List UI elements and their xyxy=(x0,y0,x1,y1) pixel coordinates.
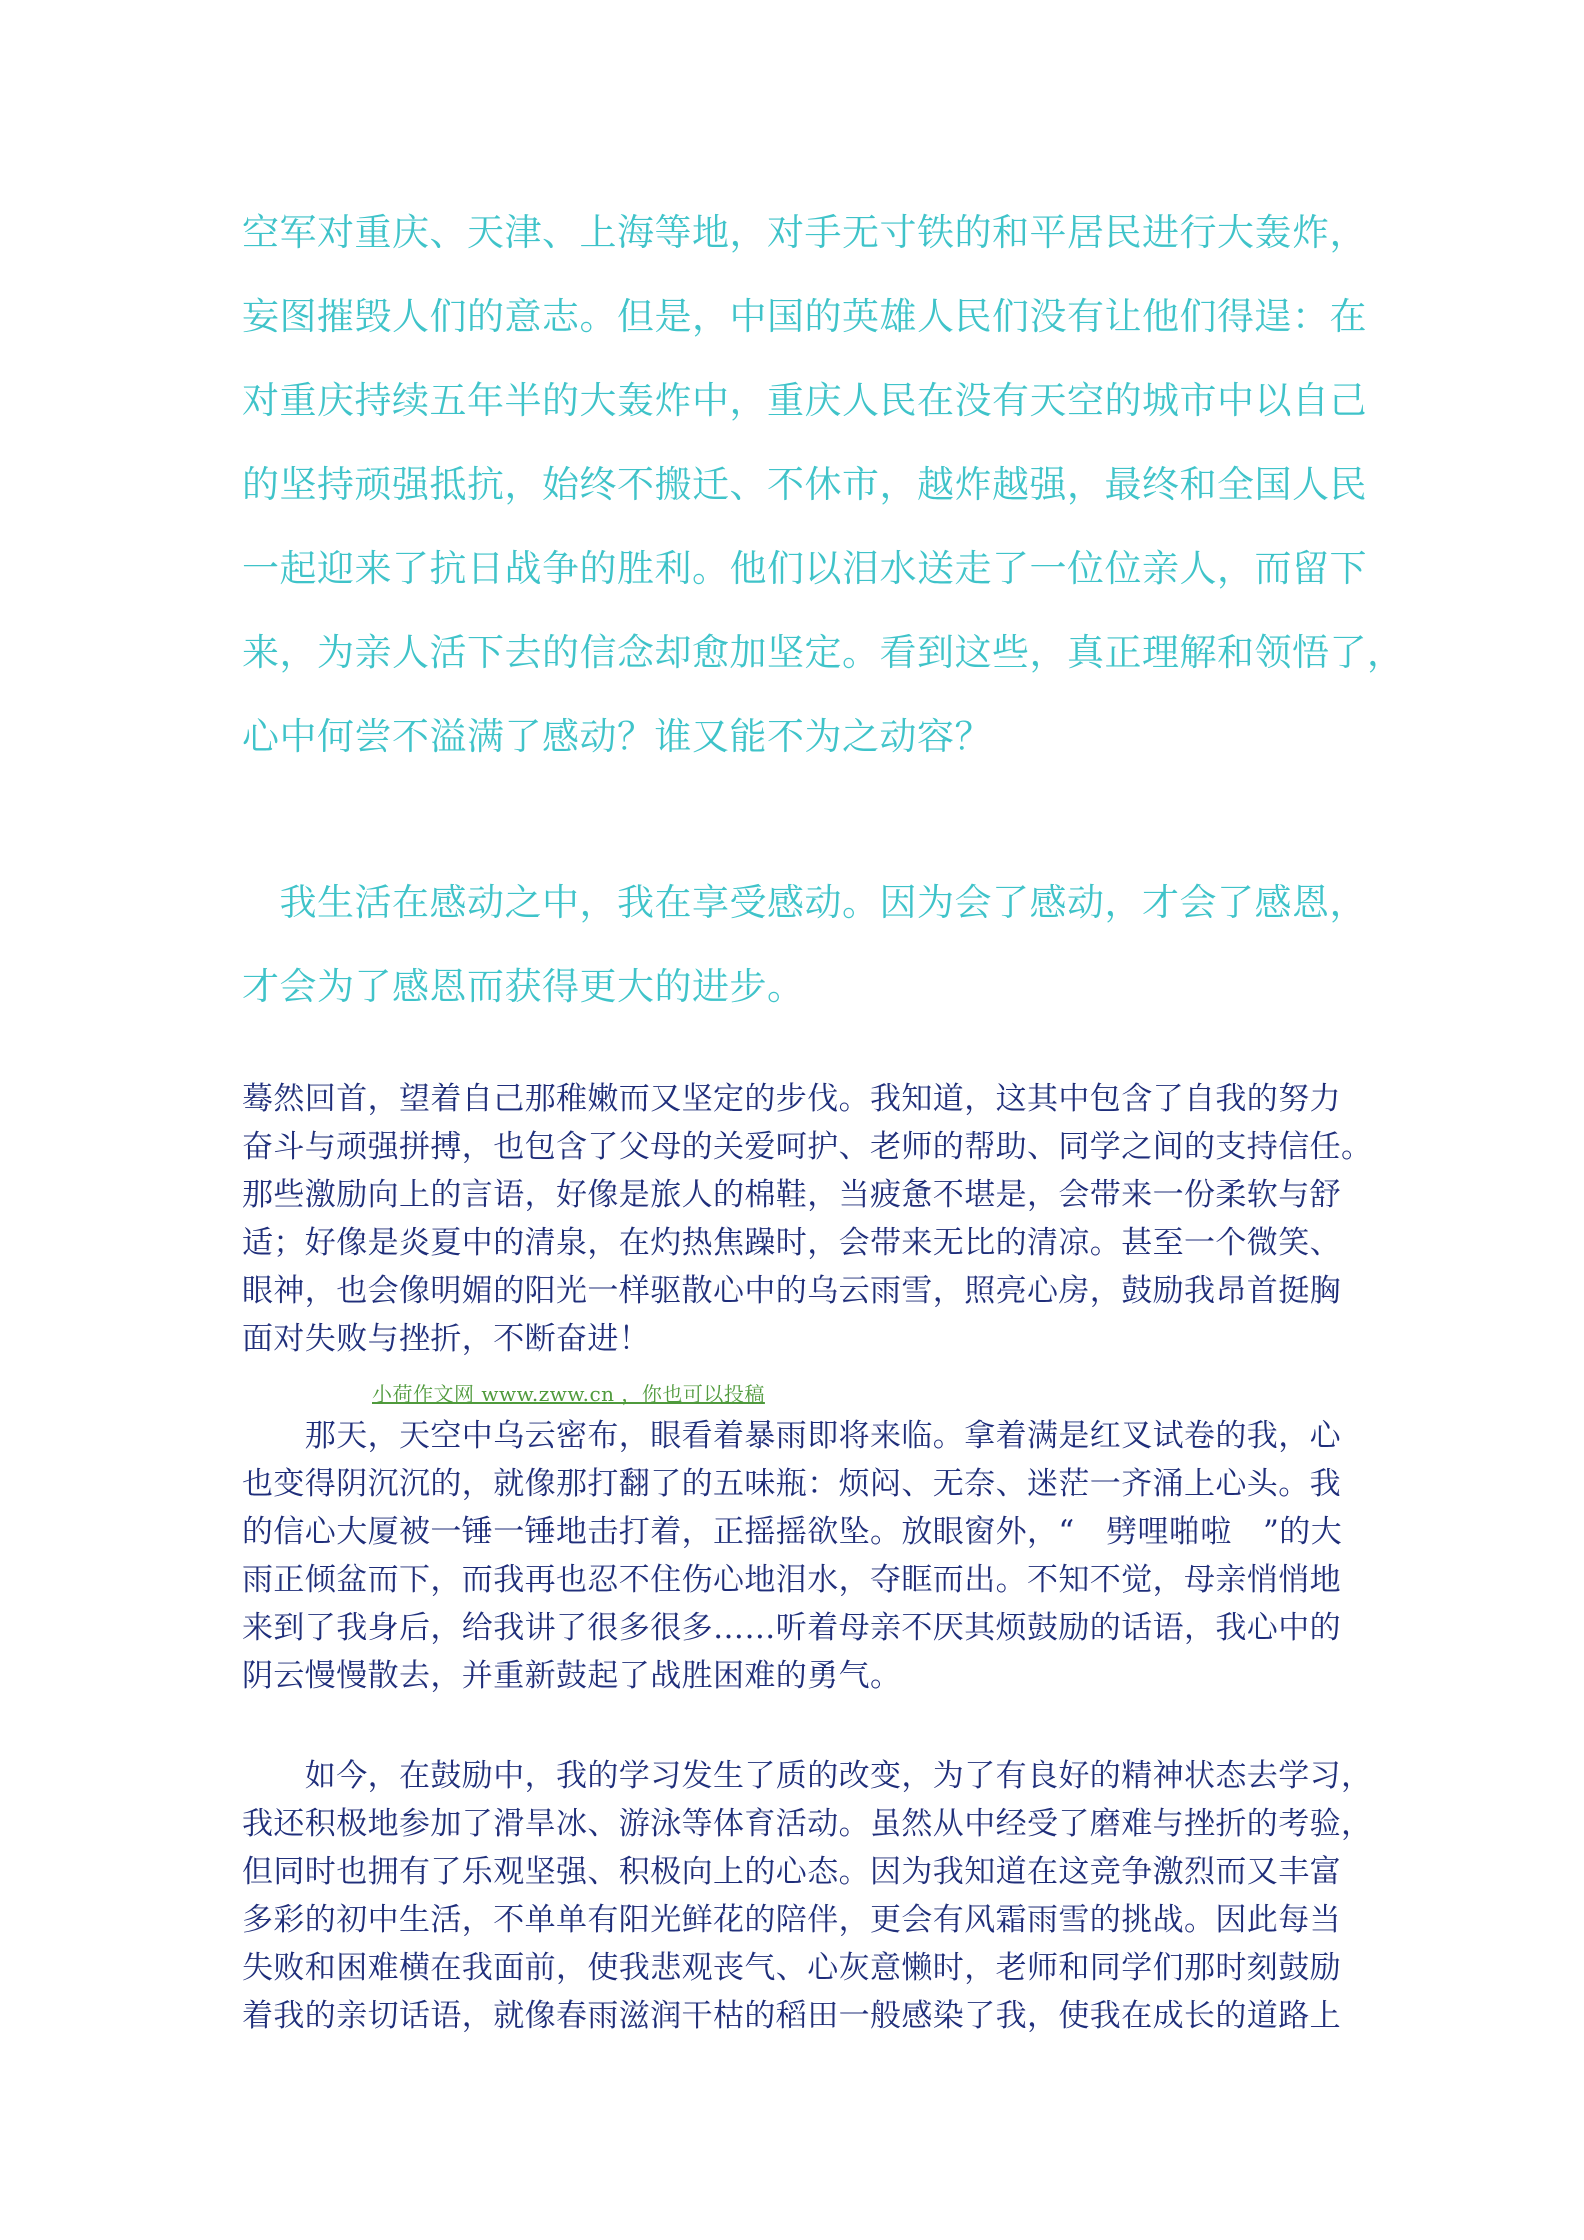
paragraph-looking-back xyxy=(242,1075,1373,1363)
text-line: 妄图摧毁人们的意志。但是，中国的英雄人民们没有让他们得逞：在 xyxy=(242,295,1367,338)
text-line: 那天，天空中乌云密布，眼看着暴雨即将来临。拿着满是红叉试卷的我，心 xyxy=(242,1418,1341,1454)
text-line: 一起迎来了抗日战争的胜利。他们以泪水送走了一位位亲人，而留下 xyxy=(242,547,1367,590)
text-line: 阴云慢慢散去，并重新鼓起了战胜困难的勇气。 xyxy=(242,1658,902,1694)
text-line: 来到了我身后，给我讲了很多很多……听着母亲不厌其烦鼓励的话语，我心中的 xyxy=(242,1610,1341,1646)
text-line: 对重庆持续五年半的大轰炸中，重庆人民在没有天空的城市中以自己 xyxy=(242,379,1367,422)
text-line: 雨正倾盆而下，而我再也忍不住伤心地泪水，夺眶而出。不知不觉，母亲悄悄地 xyxy=(242,1562,1341,1598)
text-line: 奋斗与顽强拼搏，也包含了父母的关爱呵护、老师的帮助、同学之间的支持信任。 xyxy=(242,1129,1373,1165)
text-line: 蓦然回首，望着自己那稚嫩而又坚定的步伐。我知道，这其中包含了自我的努力 xyxy=(242,1081,1341,1117)
text-line: 着我的亲切话语，就像春雨滋润干枯的稻田一般感染了我，使我在成长的道路上 xyxy=(242,1998,1341,2034)
text-line: 才会为了感恩而获得更大的进步。 xyxy=(242,965,805,1008)
text-line: 我还积极地参加了滑旱冰、游泳等体育活动。虽然从中经受了磨难与挫折的考验， xyxy=(242,1806,1373,1842)
text-line: 来，为亲人活下去的信念却愈加坚定。看到这些，真正理解和领悟了， xyxy=(242,631,1405,674)
text-line: 我生活在感动之中，我在享受感动。因为会了感动，才会了感恩， xyxy=(242,881,1367,924)
source-watermark-link[interactable]: 小荷作文网 www.zww.cn ，你也可以投稿 xyxy=(372,1382,765,1406)
text-line: 眼神，也会像明媚的阳光一样驱散心中的乌云雨雪，照亮心房，鼓励我昂首挺胸 xyxy=(242,1273,1341,1309)
text-line: 那些激励向上的言语，好像是旅人的棉鞋，当疲惫不堪是，会带来一份柔软与舒 xyxy=(242,1177,1341,1213)
text-line: 也变得阴沉沉的，就像那打翻了的五味瓶：烦闷、无奈、迷茫一齐涌上心头。我 xyxy=(242,1466,1341,1502)
text-line: 面对失败与挫折，不断奋进！ xyxy=(242,1321,651,1357)
text-line: 心中何尝不溢满了感动？谁又能不为之动容？ xyxy=(242,715,992,758)
text-line: 空军对重庆、天津、上海等地，对手无寸铁的和平居民进行大轰炸， xyxy=(242,211,1367,254)
text-line: 的信心大厦被一锤一锤地击打着，正摇摇欲坠。放眼窗外，“ 劈哩啪啦 ”的大 xyxy=(242,1514,1343,1550)
paragraph-nowadays xyxy=(242,1752,1373,2040)
paragraph-that-day xyxy=(242,1412,1362,1700)
text-line: 如今，在鼓励中，我的学习发生了质的改变，为了有良好的精神状态去学习， xyxy=(242,1758,1373,1794)
text-line: 的坚持顽强抵抗，始终不搬迁、不休市，越炸越强，最终和全国人民 xyxy=(242,463,1367,506)
text-line: 但同时也拥有了乐观坚强、积极向上的心态。因为我知道在这竞争激烈而又丰富 xyxy=(242,1854,1341,1890)
text-line: 失败和困难横在我面前，使我悲观丧气、心灰意懒时，老师和同学们那时刻鼓励 xyxy=(242,1950,1341,1986)
paragraph-living-in-gratitude xyxy=(242,875,1367,1043)
text-line: 多彩的初中生活，不单单有阳光鲜花的陪伴，更会有风霜雨雪的挑战。因此每当 xyxy=(242,1902,1341,1938)
paragraph-chongqing-bombing xyxy=(242,205,1405,793)
text-line: 适；好像是炎夏中的清泉，在灼热焦躁时，会带来无比的清凉。甚至一个微笑、 xyxy=(242,1225,1341,1261)
